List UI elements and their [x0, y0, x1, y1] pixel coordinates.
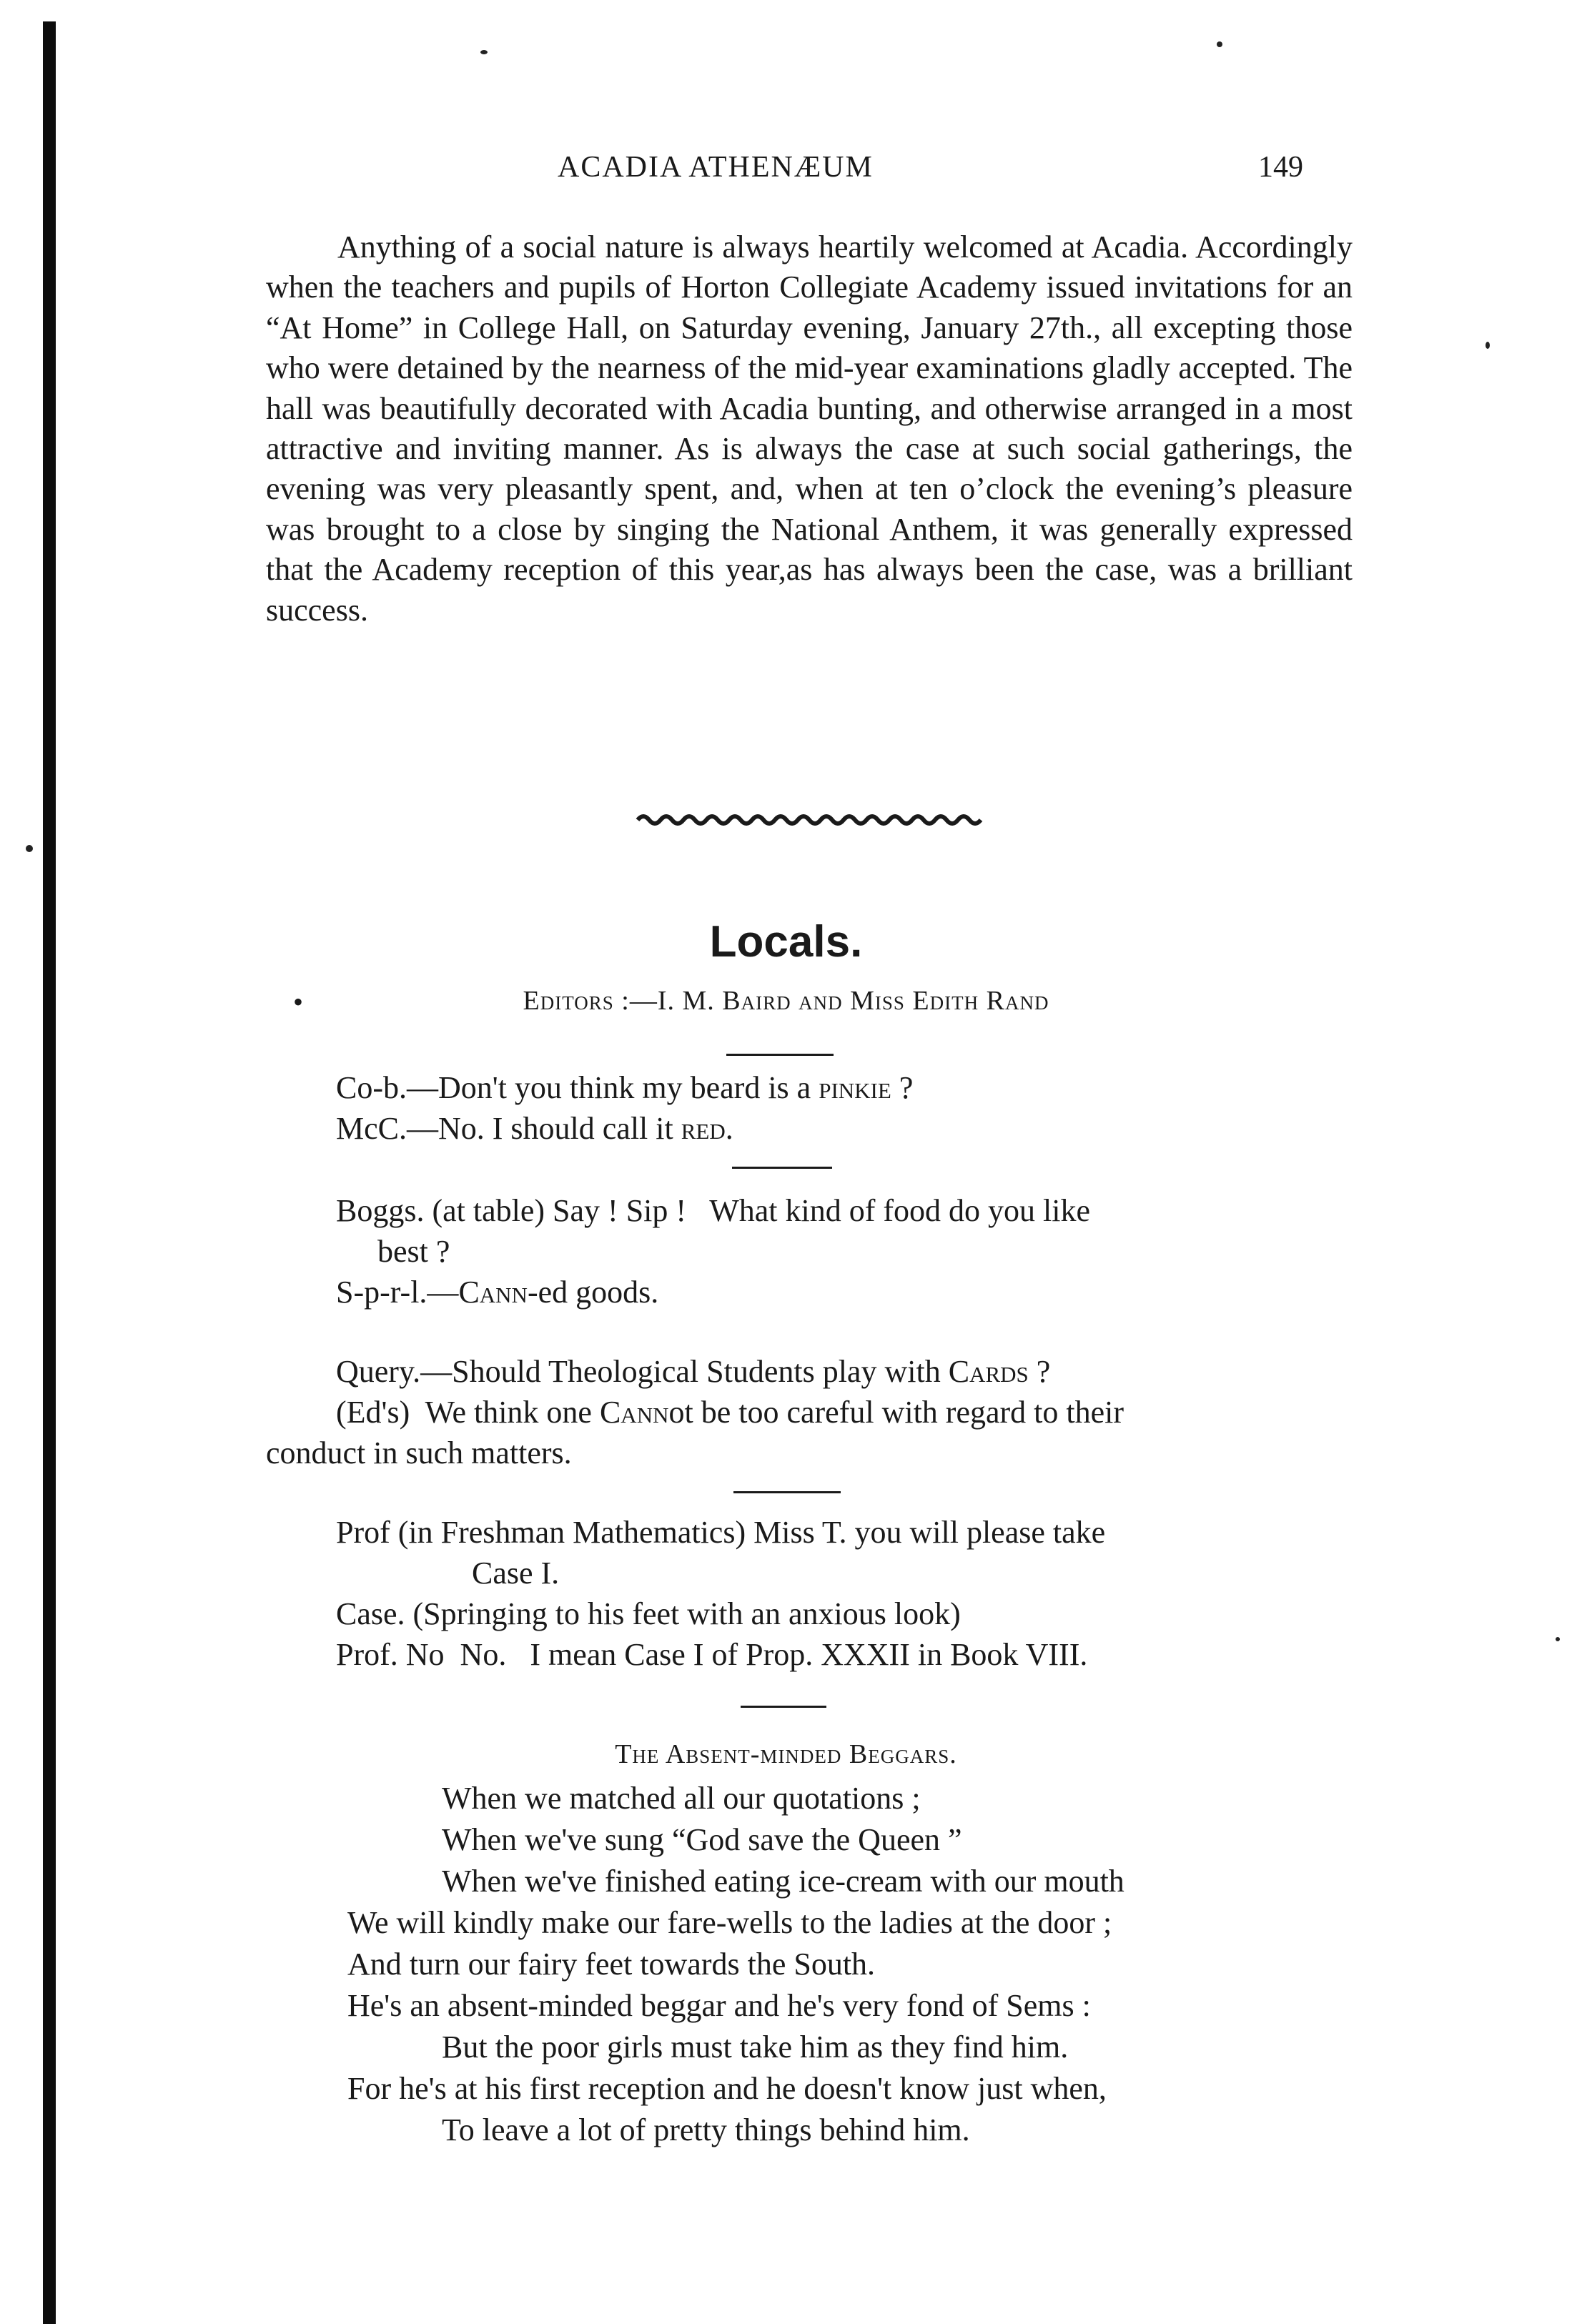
local-item-2-line-2: best ?: [377, 1234, 450, 1269]
scan-speck: [26, 845, 33, 852]
page-number: 149: [1258, 151, 1303, 184]
local-item-2-line-3: S-p-r-l.—Cann-ed goods.: [336, 1275, 659, 1310]
local-item-1-line-1: Co-b.—Don't you think my beard is a pinkie ?: [336, 1070, 914, 1105]
poem-line: We will kindly make our fare-wells to the ladies at the door ;: [347, 1905, 1112, 1940]
scan-speck: [480, 50, 488, 54]
margin-bullet: •: [293, 986, 304, 1018]
divider-rule: [726, 1054, 834, 1056]
scan-speck: [1217, 41, 1222, 47]
divider-rule: [733, 1491, 841, 1493]
local-item-4-line-4: Prof. No No. I mean Case I of Prop. XXXII in Book VIII.: [336, 1637, 1088, 1672]
running-head: ACADIA ATHENÆUM: [558, 151, 874, 184]
poem-line: But the poor girls must take him as they find him.: [442, 2029, 1069, 2065]
poem-line: When we've sung “God save the Queen ”: [442, 1822, 962, 1857]
poem-line: And turn our fairy feet towards the South.: [347, 1947, 876, 1982]
poem-line: For he's at his first reception and he doesn't know just when,: [347, 2071, 1107, 2106]
editors-line: Editors :—I. M. Baird and Miss Edith Rand: [523, 986, 1049, 1016]
local-item-1-line-2: McC.—No. I should call it red.: [336, 1111, 733, 1146]
poem-line: He's an absent-minded beggar and he's very fond of Sems :: [347, 1988, 1091, 2023]
poem-title: The Absent-minded Beggars.: [615, 1739, 957, 1769]
article-paragraph: Anything of a social nature is always heartily welcomed at Acadia. Accordingly when the teachers and pupils of Horton Collegiate Academy issued invitations for an “At Home” in College Hall, on Saturday evening, January 27th., all excepting those who were detained by the nearness of the mid-year examinations gladly accepted. The hall was beautifully decorated with Acadia bunting, and otherwise arranged in a most attractive and inviting manner. As is always the case at such social gatherings, the evening was very pleasantly spent, and, when at ten o’clock the evening’s pleasure was brought to a close by singing the National Anthem, it was generally expressed that the Academy reception of this year,as has always been the case, was a brilliant success.: [266, 229, 1353, 628]
poem-line: When we matched all our quotations ;: [442, 1781, 921, 1816]
local-item-3-line-2: (Ed's) We think one Cannot be too careful with regard to their: [336, 1395, 1124, 1430]
local-item-3-line-3: conduct in such matters.: [266, 1435, 572, 1470]
section-title-locals: Locals.: [709, 917, 863, 966]
local-item-4-line-1: Prof (in Freshman Mathematics) Miss T. you will please take: [336, 1515, 1106, 1550]
local-item-2-line-1: Boggs. (at table) Say ! Sip ! What kind of food do you like: [336, 1193, 1091, 1228]
poem-line: To leave a lot of pretty things behind him.: [442, 2112, 970, 2147]
local-item-4-line-2: Case I.: [472, 1556, 560, 1591]
scan-speck: [1486, 342, 1490, 349]
binding-edge: [43, 21, 56, 2324]
divider-rule: [732, 1167, 832, 1169]
poem-line: When we've finished eating ice-cream with our mouth: [442, 1864, 1124, 1899]
local-item-4-line-3: Case. (Springing to his feet with an anxious look): [336, 1596, 961, 1631]
divider-rule: [741, 1706, 826, 1708]
decorative-ornament-divider: [635, 810, 985, 829]
scan-speck: [1556, 1637, 1560, 1641]
local-item-3-line-1: Query.—Should Theological Students play with Cards ?: [336, 1354, 1051, 1389]
